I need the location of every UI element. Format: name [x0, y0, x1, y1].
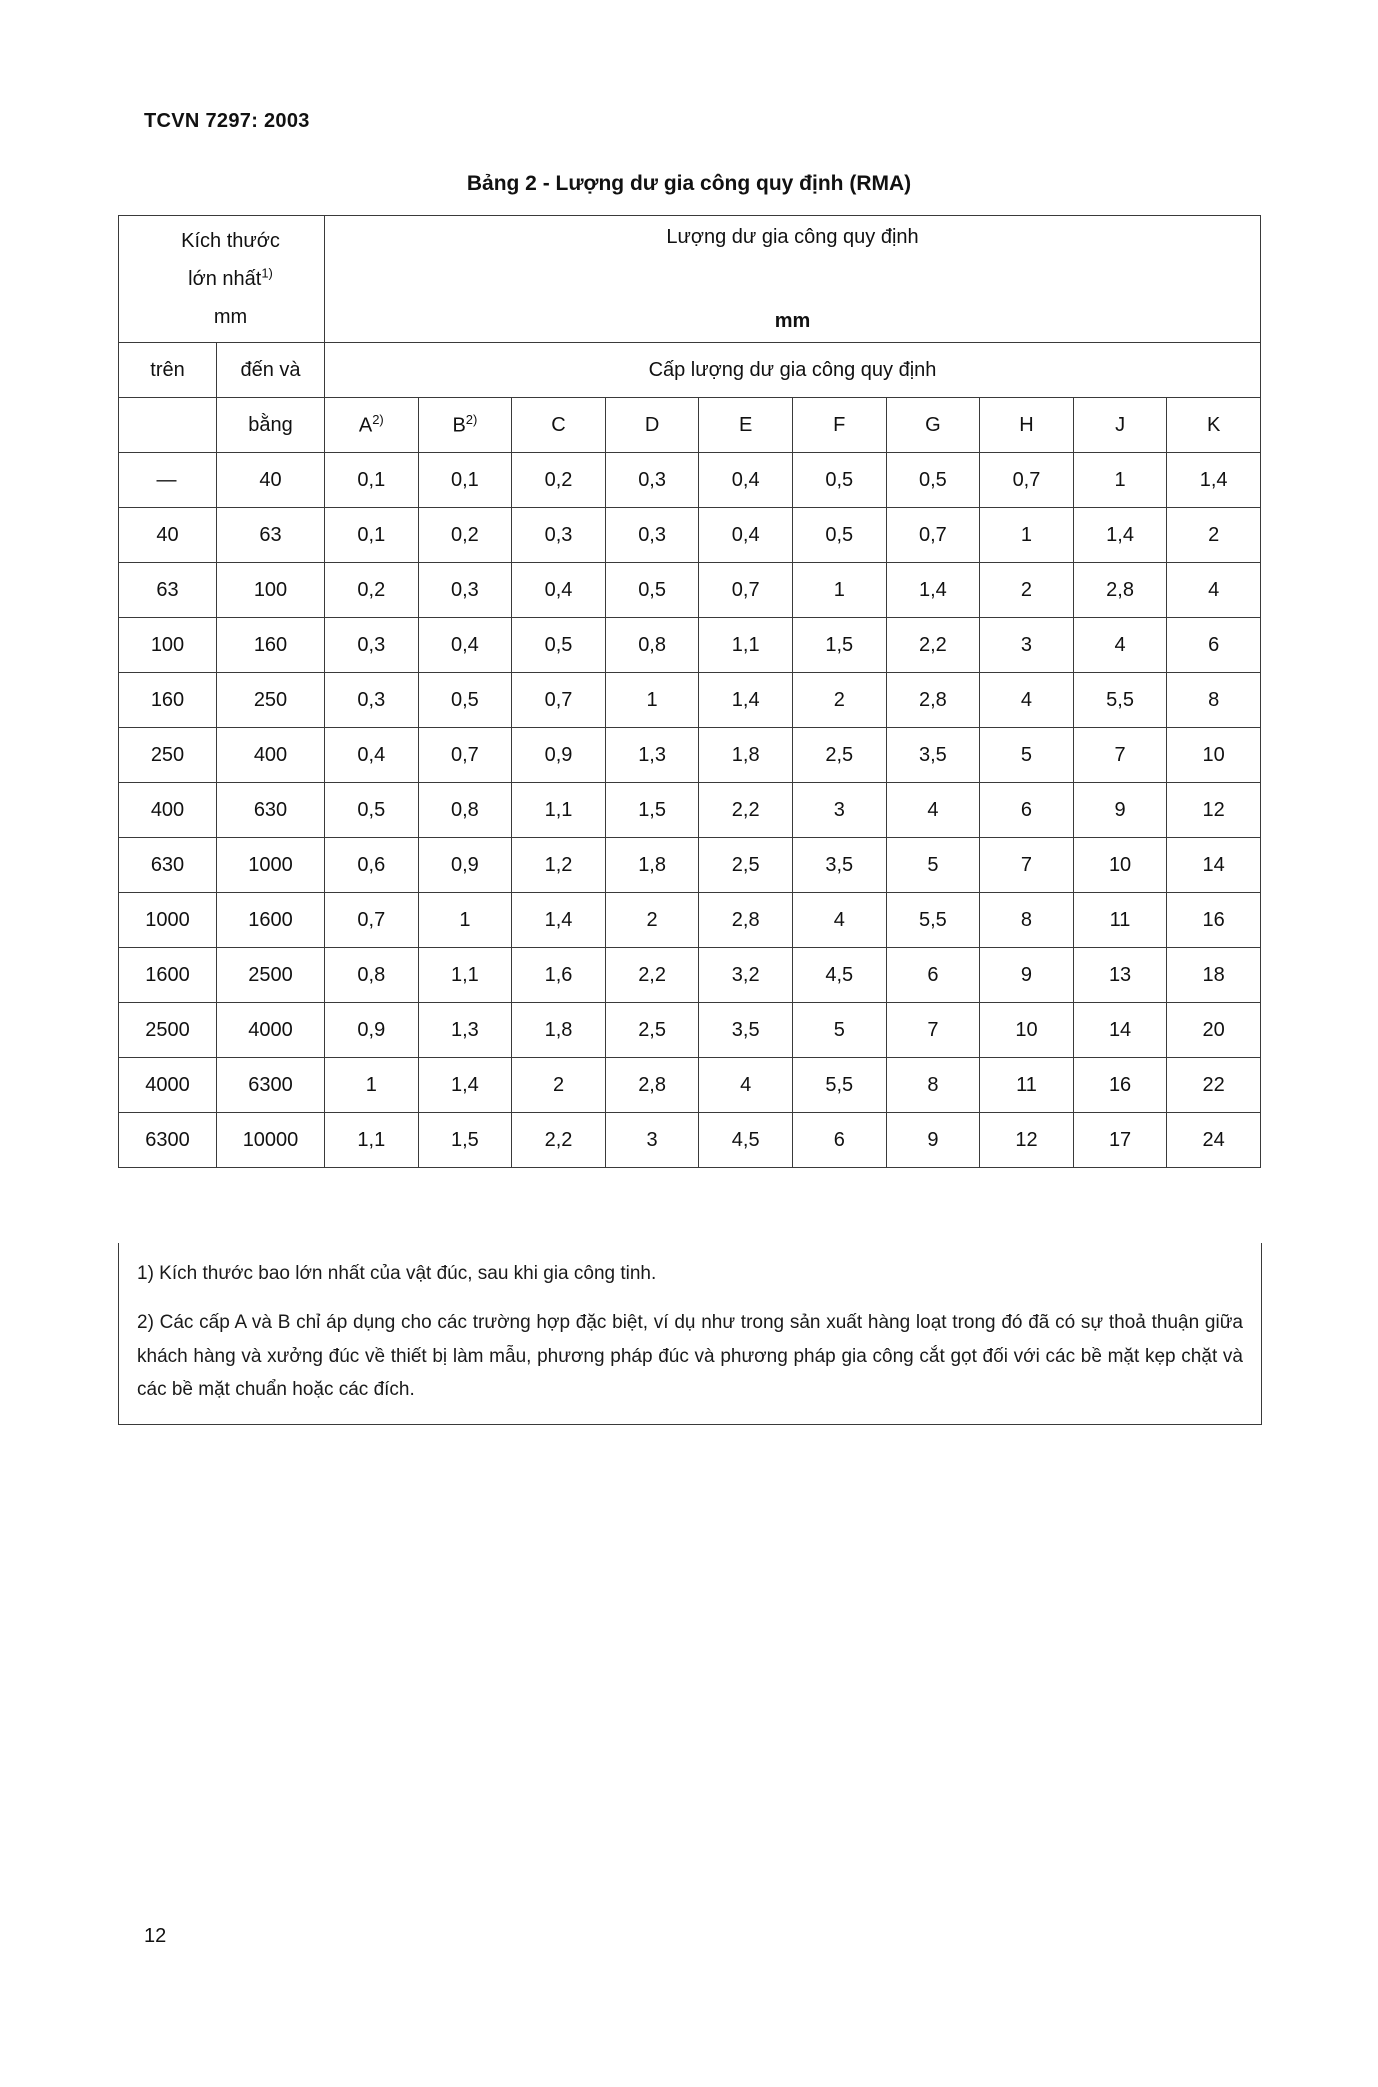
cell-k: 18 [1167, 948, 1261, 1003]
header-size-line2: lớn nhất [188, 268, 262, 290]
cell-den: 160 [217, 618, 325, 673]
header-grade-b-label: B [452, 414, 466, 437]
cell-j: 11 [1073, 893, 1167, 948]
table-body [119, 453, 1261, 1168]
cell-c: 0,7 [512, 673, 606, 728]
cell-den: 6300 [217, 1058, 325, 1113]
table-row [119, 728, 1261, 783]
rma-table [118, 215, 1261, 1168]
cell-tren: 250 [119, 728, 217, 783]
cell-e: 1,1 [699, 618, 793, 673]
cell-b: 1,4 [418, 1058, 512, 1113]
page-number: 12 [144, 1925, 167, 1947]
cell-d: 2 [605, 893, 699, 948]
cell-h: 9 [980, 948, 1074, 1003]
header-row-3 [119, 398, 1261, 453]
cell-h: 8 [980, 893, 1074, 948]
cell-k: 4 [1167, 563, 1261, 618]
cell-a: 0,4 [325, 728, 419, 783]
cell-a: 0,7 [325, 893, 419, 948]
header-grade-k: K [1167, 398, 1261, 453]
cell-c: 2,2 [512, 1113, 606, 1168]
cell-b: 0,3 [418, 563, 512, 618]
header-grade-g: G [886, 398, 980, 453]
cell-c: 1,2 [512, 838, 606, 893]
cell-g: 0,7 [886, 508, 980, 563]
header-size-line1: Kích thước [181, 230, 280, 252]
cell-a: 0,8 [325, 948, 419, 1003]
cell-tren: 1600 [119, 948, 217, 1003]
cell-j: 17 [1073, 1113, 1167, 1168]
header-grade-b [418, 398, 512, 453]
table-row [119, 563, 1261, 618]
footnote-box [118, 1243, 1262, 1425]
footnote-1: 1) Kích thước bao lớn nhất của vật đúc, sau khi gia công tinh. [137, 1263, 657, 1284]
header-grade-a-sup: 2) [372, 412, 384, 428]
cell-j: 9 [1073, 783, 1167, 838]
header-rma-title [325, 216, 1261, 343]
header-size-unit: mm [213, 306, 248, 328]
cell-k: 1,4 [1167, 453, 1261, 508]
header-col-den-line2: bằng [217, 398, 325, 453]
cell-b: 1,5 [418, 1113, 512, 1168]
cell-a: 1 [325, 1058, 419, 1113]
cell-h: 3 [980, 618, 1074, 673]
cell-d: 2,2 [605, 948, 699, 1003]
cell-d: 1,5 [605, 783, 699, 838]
cell-den: 630 [217, 783, 325, 838]
header-grade-f: F [792, 398, 886, 453]
cell-b: 0,2 [418, 508, 512, 563]
cell-k: 6 [1167, 618, 1261, 673]
cell-e: 2,2 [699, 783, 793, 838]
cell-e: 0,4 [699, 508, 793, 563]
cell-h: 1 [980, 508, 1074, 563]
cell-j: 10 [1073, 838, 1167, 893]
table-row [119, 673, 1261, 728]
standard-code: TCVN 7297: 2003 [144, 110, 310, 132]
header-row-2 [119, 343, 1261, 398]
cell-den: 4000 [217, 1003, 325, 1058]
cell-g: 5 [886, 838, 980, 893]
cell-den: 1600 [217, 893, 325, 948]
cell-c: 1,6 [512, 948, 606, 1003]
cell-j: 4 [1073, 618, 1167, 673]
cell-h: 4 [980, 673, 1074, 728]
cell-f: 3 [792, 783, 886, 838]
cell-d: 0,5 [605, 563, 699, 618]
header-grade-title: Cấp lượng dư gia công quy định [325, 343, 1261, 398]
cell-h: 12 [980, 1113, 1074, 1168]
cell-g: 0,5 [886, 453, 980, 508]
header-rma-label: Lượng dư gia công quy định [666, 226, 919, 248]
cell-h: 7 [980, 838, 1074, 893]
cell-k: 24 [1167, 1113, 1261, 1168]
cell-e: 4,5 [699, 1113, 793, 1168]
cell-k: 8 [1167, 673, 1261, 728]
cell-e: 2,5 [699, 838, 793, 893]
cell-a: 0,2 [325, 563, 419, 618]
header-rma-unit: mm [774, 310, 811, 332]
table-row [119, 838, 1261, 893]
cell-k: 14 [1167, 838, 1261, 893]
header-grade-e: E [699, 398, 793, 453]
cell-e: 0,7 [699, 563, 793, 618]
cell-j: 1 [1073, 453, 1167, 508]
cell-k: 20 [1167, 1003, 1261, 1058]
cell-tren: 630 [119, 838, 217, 893]
cell-k: 12 [1167, 783, 1261, 838]
header-col-den-line1: đến và [217, 343, 325, 398]
cell-e: 1,4 [699, 673, 793, 728]
cell-f: 6 [792, 1113, 886, 1168]
cell-k: 10 [1167, 728, 1261, 783]
header-col-tren: trên [119, 343, 217, 398]
cell-tren: — [119, 453, 217, 508]
table-row [119, 1058, 1261, 1113]
cell-h: 11 [980, 1058, 1074, 1113]
cell-c: 0,5 [512, 618, 606, 673]
cell-j: 2,8 [1073, 563, 1167, 618]
cell-c: 1,4 [512, 893, 606, 948]
cell-h: 10 [980, 1003, 1074, 1058]
cell-a: 0,3 [325, 618, 419, 673]
cell-j: 5,5 [1073, 673, 1167, 728]
cell-h: 5 [980, 728, 1074, 783]
cell-e: 3,5 [699, 1003, 793, 1058]
cell-den: 400 [217, 728, 325, 783]
cell-tren: 100 [119, 618, 217, 673]
cell-f: 4 [792, 893, 886, 948]
table-footnotes [118, 1243, 1268, 1425]
cell-a: 1,1 [325, 1113, 419, 1168]
cell-g: 8 [886, 1058, 980, 1113]
cell-k: 22 [1167, 1058, 1261, 1113]
cell-b: 0,5 [418, 673, 512, 728]
cell-g: 7 [886, 1003, 980, 1058]
cell-c: 0,4 [512, 563, 606, 618]
cell-h: 0,7 [980, 453, 1074, 508]
cell-b: 0,9 [418, 838, 512, 893]
cell-g: 9 [886, 1113, 980, 1168]
cell-d: 0,8 [605, 618, 699, 673]
header-size-title [119, 216, 325, 343]
cell-a: 0,3 [325, 673, 419, 728]
cell-b: 1,1 [418, 948, 512, 1003]
cell-d: 3 [605, 1113, 699, 1168]
cell-den: 1000 [217, 838, 325, 893]
cell-den: 250 [217, 673, 325, 728]
header-grade-a-label: A [358, 414, 373, 437]
cell-e: 3,2 [699, 948, 793, 1003]
cell-d: 2,5 [605, 1003, 699, 1058]
cell-tren: 1000 [119, 893, 217, 948]
cell-j: 13 [1073, 948, 1167, 1003]
cell-e: 2,8 [699, 893, 793, 948]
cell-c: 2 [512, 1058, 606, 1113]
cell-j: 16 [1073, 1058, 1167, 1113]
header-grade-a [325, 398, 419, 453]
cell-d: 1,8 [605, 838, 699, 893]
cell-j: 1,4 [1073, 508, 1167, 563]
cell-e: 1,8 [699, 728, 793, 783]
cell-den: 10000 [217, 1113, 325, 1168]
cell-c: 0,2 [512, 453, 606, 508]
cell-c: 0,3 [512, 508, 606, 563]
cell-g: 1,4 [886, 563, 980, 618]
cell-f: 2 [792, 673, 886, 728]
header-grade-c: C [512, 398, 606, 453]
cell-d: 0,3 [605, 453, 699, 508]
cell-g: 2,8 [886, 673, 980, 728]
cell-f: 5 [792, 1003, 886, 1058]
cell-f: 1 [792, 563, 886, 618]
header-grade-h: H [980, 398, 1074, 453]
cell-b: 0,8 [418, 783, 512, 838]
cell-j: 7 [1073, 728, 1167, 783]
cell-d: 1 [605, 673, 699, 728]
cell-tren: 6300 [119, 1113, 217, 1168]
cell-d: 0,3 [605, 508, 699, 563]
cell-a: 0,5 [325, 783, 419, 838]
cell-a: 0,1 [325, 453, 419, 508]
table-title: Bảng 2 - Lượng dư gia công quy định (RMA) [466, 172, 912, 195]
table-row [119, 948, 1261, 1003]
cell-h: 2 [980, 563, 1074, 618]
cell-f: 2,5 [792, 728, 886, 783]
cell-tren: 63 [119, 563, 217, 618]
table-row [119, 618, 1261, 673]
table-head [119, 216, 1261, 453]
cell-a: 0,9 [325, 1003, 419, 1058]
footnote-2: 2) Các cấp A và B chỉ áp dụng cho các trường hợp đặc biệt, ví dụ như trong sản xuất hàng loạt trong đó đã có sự thoả thuận giữa khách hàng và xưởng đúc về thiết bị làm mẫu, phương pháp đúc và phương pháp gia công cắt gọt đối với các bề mặt kẹp chặt và các bề mặt chuẩn hoặc các đích. [137, 1312, 1243, 1400]
cell-tren: 400 [119, 783, 217, 838]
cell-k: 16 [1167, 893, 1261, 948]
header-row-1 [119, 216, 1261, 343]
header-grade-j: J [1073, 398, 1167, 453]
cell-c: 0,9 [512, 728, 606, 783]
cell-c: 1,8 [512, 1003, 606, 1058]
cell-b: 0,7 [418, 728, 512, 783]
table-row [119, 893, 1261, 948]
cell-k: 2 [1167, 508, 1261, 563]
cell-f: 0,5 [792, 453, 886, 508]
cell-a: 0,1 [325, 508, 419, 563]
rma-table-container [118, 215, 1260, 1168]
table-row [119, 508, 1261, 563]
cell-c: 1,1 [512, 783, 606, 838]
cell-b: 1 [418, 893, 512, 948]
cell-h: 6 [980, 783, 1074, 838]
cell-f: 4,5 [792, 948, 886, 1003]
table-row [119, 1003, 1261, 1058]
cell-f: 1,5 [792, 618, 886, 673]
header-size-footnote-ref: 1) [261, 265, 273, 281]
cell-g: 6 [886, 948, 980, 1003]
table-row [119, 1113, 1261, 1168]
cell-tren: 4000 [119, 1058, 217, 1113]
header-grade-b-sup: 2) [465, 412, 478, 428]
header-grade-d: D [605, 398, 699, 453]
cell-b: 0,4 [418, 618, 512, 673]
cell-f: 3,5 [792, 838, 886, 893]
cell-a: 0,6 [325, 838, 419, 893]
cell-b: 0,1 [418, 453, 512, 508]
cell-tren: 160 [119, 673, 217, 728]
cell-den: 40 [217, 453, 325, 508]
cell-g: 5,5 [886, 893, 980, 948]
cell-den: 63 [217, 508, 325, 563]
cell-g: 4 [886, 783, 980, 838]
cell-g: 3,5 [886, 728, 980, 783]
cell-b: 1,3 [418, 1003, 512, 1058]
cell-f: 0,5 [792, 508, 886, 563]
cell-d: 1,3 [605, 728, 699, 783]
cell-tren: 40 [119, 508, 217, 563]
header-col-tren-spacer [119, 398, 217, 453]
cell-e: 4 [699, 1058, 793, 1113]
cell-e: 0,4 [699, 453, 793, 508]
cell-g: 2,2 [886, 618, 980, 673]
cell-den: 2500 [217, 948, 325, 1003]
cell-tren: 2500 [119, 1003, 217, 1058]
cell-f: 5,5 [792, 1058, 886, 1113]
table-row [119, 453, 1261, 508]
cell-d: 2,8 [605, 1058, 699, 1113]
table-row [119, 783, 1261, 838]
cell-j: 14 [1073, 1003, 1167, 1058]
cell-den: 100 [217, 563, 325, 618]
